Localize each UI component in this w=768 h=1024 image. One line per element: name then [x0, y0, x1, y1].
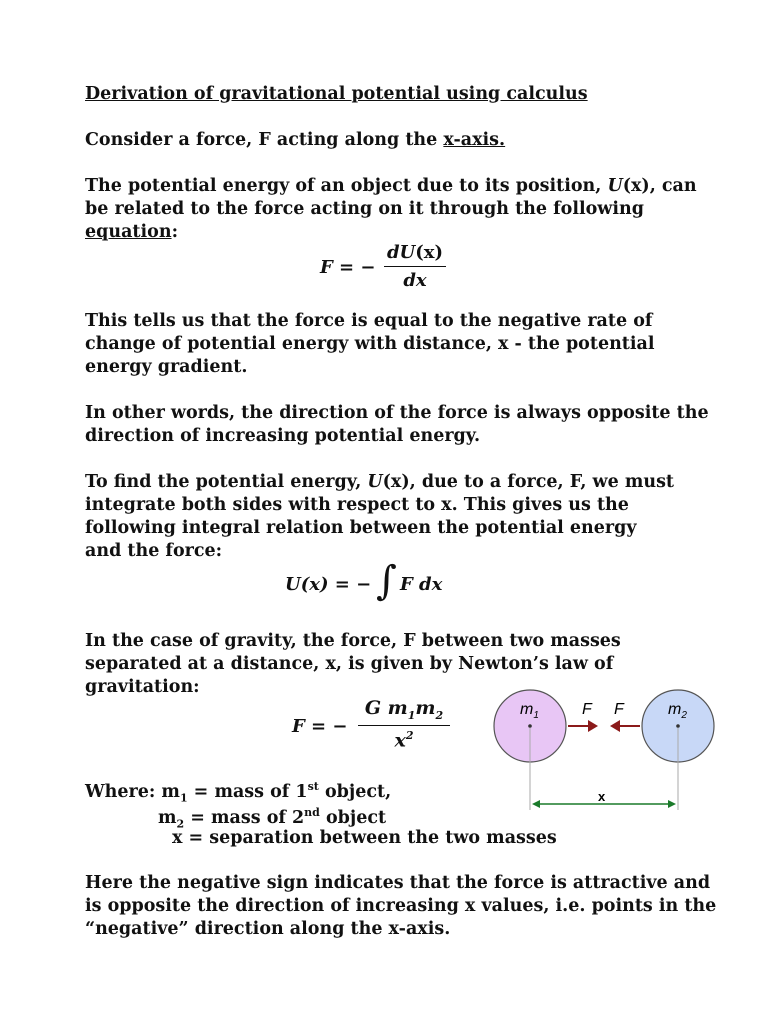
math-paren: (x) [622, 176, 650, 196]
paragraph-line [85, 471, 674, 494]
math: dU [386, 242, 416, 263]
math-G: G [364, 697, 388, 719]
text: , due to a force, F, we must [409, 472, 675, 492]
separation-arrowhead-right [668, 800, 676, 808]
superscript: st [307, 780, 319, 793]
paragraph-line: energy gradient. [85, 357, 248, 377]
text: The potential energy of an object due to its position, [85, 176, 608, 196]
numerator [358, 697, 450, 722]
math: F = − [320, 257, 376, 278]
paragraph-line: In the case of gravity, the force, F between two masses [85, 631, 621, 651]
where-line-3: x = separation between the two masses [172, 828, 557, 848]
equation-1-lhs [320, 257, 375, 278]
force-arrowhead-left [610, 720, 620, 732]
superscript: nd [304, 806, 320, 819]
separation-arrowhead-left [532, 800, 540, 808]
intro-line [85, 129, 505, 152]
two-masses-diagram [470, 680, 730, 820]
paragraph-line: following integral relation between the potential energy [85, 518, 637, 538]
paragraph-line: change of potential energy with distance, x - the potential [85, 334, 655, 354]
math-m: m [387, 697, 408, 719]
paragraph-line: Here the negative sign indicates that the force is attractive and [85, 873, 711, 893]
equation-3-lhs: F = − [292, 716, 348, 737]
text: = mass of 2 [184, 807, 305, 828]
math-m: m [415, 697, 436, 719]
numerator [384, 242, 446, 263]
paragraph-line: gravitation: [85, 677, 200, 697]
text: : [171, 222, 179, 242]
paragraph-line: “negative” direction along the x-axis. [85, 919, 451, 939]
text: Where: m [85, 781, 180, 802]
superscript: 2 [405, 728, 414, 742]
equation-2-rhs: F dx [400, 574, 443, 595]
subscript: 2 [435, 708, 444, 722]
text: To find the potential energy, [85, 472, 368, 492]
paragraph-line: and the force: [85, 541, 223, 561]
math-U: U [607, 176, 623, 196]
equation-3-fraction [358, 697, 450, 751]
integral-sign: ∫ [376, 558, 397, 604]
potential-line-3 [85, 221, 697, 244]
math-x: x [394, 729, 406, 752]
denominator [358, 729, 450, 751]
paragraph-line: integrate both sides with respect to x. This gives us the [85, 495, 629, 515]
x-axis-link[interactable]: x-axis. [443, 130, 506, 150]
denominator: dx [403, 270, 427, 292]
paragraph-line: In other words, the direction of the force is always opposite the [85, 403, 709, 423]
equation-link[interactable]: equation [85, 222, 172, 242]
subscript: 2 [176, 817, 185, 831]
separation-label: x [598, 789, 606, 804]
math-paren: (x) [382, 472, 410, 492]
paragraph-line: direction of increasing potential energy. [85, 426, 481, 446]
page-title: Derivation of gravitational potential using calculus [85, 84, 588, 104]
gradient-paragraph [85, 310, 655, 379]
equation-1-fraction [384, 242, 446, 291]
fraction-bar [384, 266, 446, 267]
math-U: U [367, 472, 383, 492]
mass-2-center [676, 724, 680, 728]
force-label-left: F [582, 701, 592, 718]
subscript: 1 [179, 791, 188, 805]
text: = mass of 1 [187, 781, 308, 802]
subscript: 1 [407, 708, 416, 722]
equation-2-lhs: U(x) = − [285, 574, 372, 595]
text: , can [649, 176, 697, 196]
text: object [319, 807, 387, 828]
mass-1-center [528, 724, 532, 728]
paragraph-line: separated at a distance, x, is given by Newton’s law of [85, 654, 614, 674]
potential-line-1 [85, 175, 697, 198]
mass-2-label: $m_2$ [668, 701, 687, 721]
force-arrowhead-right [588, 720, 598, 732]
math: (x) [415, 242, 444, 263]
potential-paragraph [85, 175, 697, 244]
integrate-paragraph [85, 471, 674, 563]
direction-paragraph [85, 402, 709, 448]
fraction-bar [358, 725, 450, 726]
text: object, [318, 781, 392, 802]
mass-1-label: $m_1$ [520, 701, 539, 721]
paragraph-line: This tells us that the force is equal to the negative rate of [85, 311, 653, 331]
intro-text: Consider a force, F acting along the [85, 130, 444, 150]
force-label-right: F [614, 701, 624, 718]
text: m [158, 807, 177, 828]
potential-line-2: be related to the force acting on it through the following [85, 199, 644, 219]
paragraph-line: is opposite the direction of increasing x values, i.e. points in the [85, 896, 717, 916]
sign-paragraph [85, 872, 716, 941]
